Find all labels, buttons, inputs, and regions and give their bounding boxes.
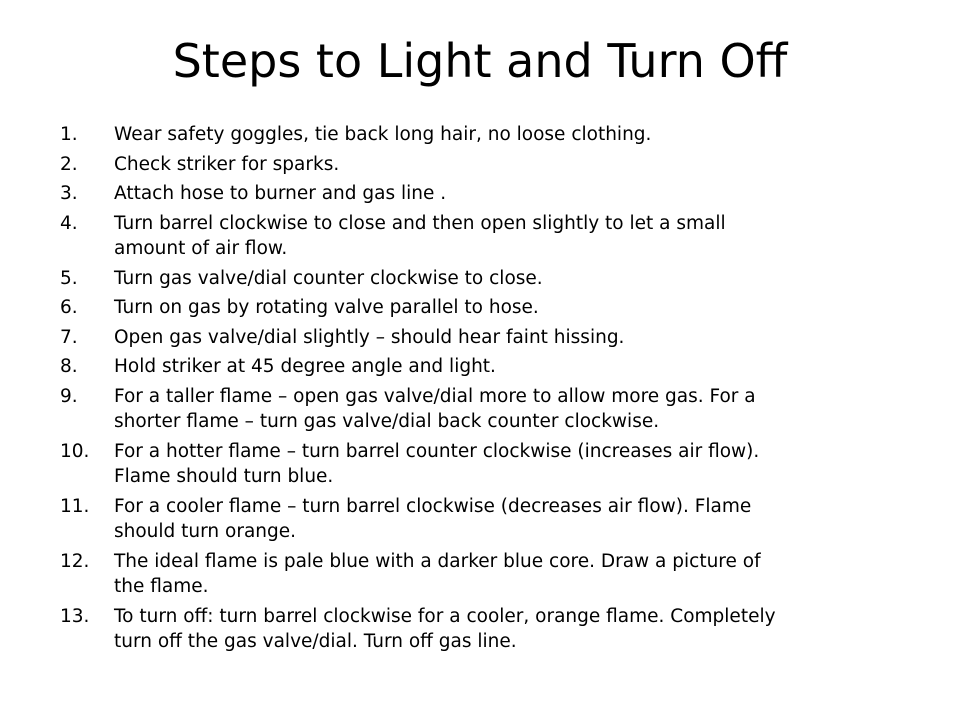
- step-number: 2.: [60, 153, 78, 175]
- step-item: [60, 439, 920, 490]
- step-number: 12.: [60, 550, 90, 572]
- step-number: 7.: [60, 326, 78, 348]
- step-item: [60, 181, 920, 207]
- step-item: [60, 549, 920, 600]
- step-item: [60, 494, 920, 545]
- step-item: [60, 266, 920, 292]
- step-text: The ideal flame is pale blue with a darker blue core. Draw a picture of the flame.: [114, 550, 761, 597]
- step-number: 11.: [60, 495, 90, 517]
- step-item: [60, 354, 920, 380]
- step-text: Open gas valve/dial slightly – should hear faint hissing.: [114, 326, 625, 348]
- step-text: For a taller flame – open gas valve/dial more to allow more gas. For a shorter flame – turn gas valve/dial back counter clockwise.: [114, 385, 756, 432]
- step-item: [60, 604, 920, 655]
- steps-list: [60, 122, 920, 659]
- step-number: 5.: [60, 267, 78, 289]
- step-text: Check striker for sparks.: [114, 153, 340, 175]
- step-text: Turn on gas by rotating valve parallel to hose.: [114, 297, 539, 318]
- step-item: [60, 295, 920, 321]
- step-item: [60, 325, 920, 351]
- step-number: 9.: [60, 385, 78, 407]
- step-number: 3.: [60, 183, 78, 204]
- step-number: 1.: [60, 124, 78, 145]
- step-text: Turn gas valve/dial counter clockwise to close.: [114, 267, 543, 289]
- step-number: 8.: [60, 356, 78, 377]
- step-number: 13.: [60, 605, 90, 627]
- step-item: [60, 152, 920, 178]
- step-number: 4.: [60, 212, 78, 234]
- step-item: [60, 122, 920, 148]
- step-text: Attach hose to burner and gas line .: [114, 183, 447, 204]
- step-text: To turn off: turn barrel clockwise for a cooler, orange flame. Completely turn off the gas valve/dial. Turn off gas line.: [114, 605, 776, 652]
- step-text: Wear safety goggles, tie back long hair, no loose clothing.: [114, 124, 652, 145]
- step-item: [60, 211, 920, 262]
- step-number: 6.: [60, 297, 78, 318]
- slide-title: Steps to Light and Turn Off: [172, 34, 788, 88]
- step-text: Hold striker at 45 degree angle and light.: [114, 356, 496, 377]
- step-text: For a hotter flame – turn barrel counter clockwise (increases air flow). Flame should turn blue.: [114, 440, 760, 487]
- step-text: Turn barrel clockwise to close and then open slightly to let a small amount of air flow.: [114, 212, 726, 259]
- step-item: [60, 384, 920, 435]
- step-text: For a cooler flame – turn barrel clockwise (decreases air flow). Flame should turn orange.: [114, 495, 752, 542]
- step-number: 10.: [60, 440, 90, 462]
